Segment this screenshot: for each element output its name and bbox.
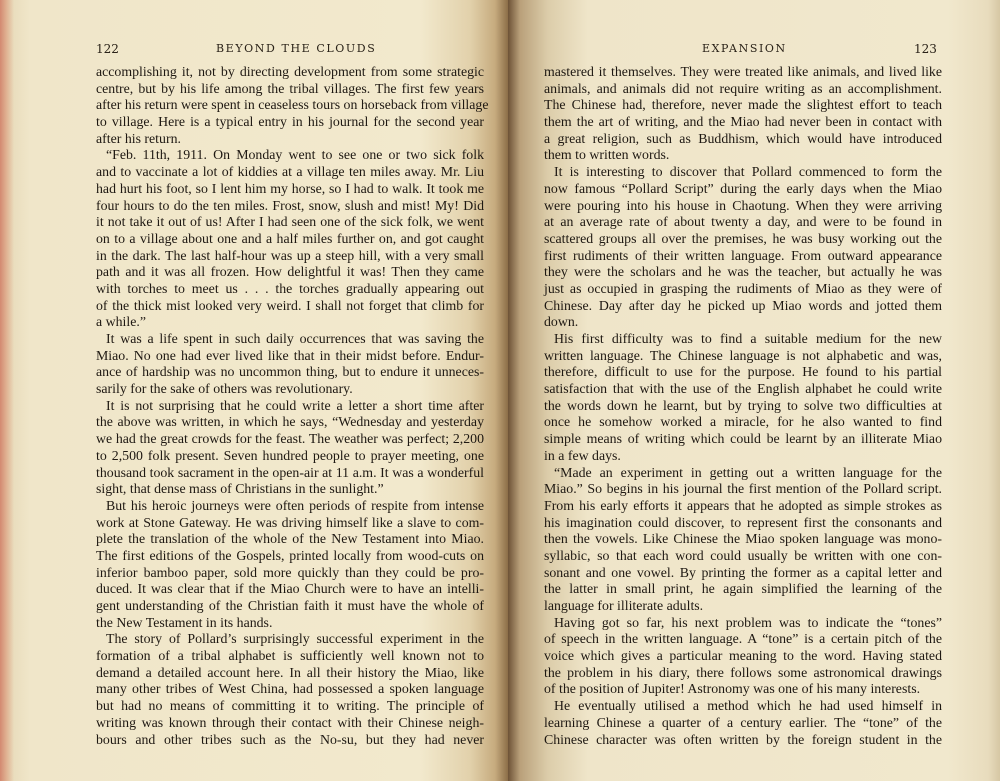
text-line: thousand took sacrament in the open-air at 11 a.m. It was a wonderful [96,464,484,480]
text-line: to village. Here is a typical entry in his journal for the second year [96,114,484,130]
text-line: The story of Pollard’s surprisingly successful experiment in the [106,631,484,647]
text-line: to 2,500 folk present. Seven hundred people to prayer meeting, one [96,447,484,463]
text-line: gent understanding of the Christian faith it must have the whole of [96,598,484,613]
text-line: of the position of Jupiter! Astronomy was one of his many interests. [544,681,921,697]
paragraph [96,498,484,632]
paragraph [96,64,489,147]
left-running-head: BEYOND THE CLOUDS [216,42,377,55]
paragraph [96,631,484,748]
text-line: the words down he learnt, but by trying to solve two difficulties at [544,397,942,413]
text-line: sarily for the sake of others was revolutionary. [96,381,353,397]
text-line: of speech in the written language. A “tone” is a certain pitch of the [544,631,942,647]
text-line: simple means of writing which could be learnt by an illiterate Miao [544,431,942,447]
text-line: in the dark. The last half-hour was up a steep hill, with a very small [96,247,484,263]
text-line: had hurt his foot, so I lent him my horse, so I had to walk. It took me [96,180,484,196]
text-line: his imagination could discover, to represent first the consonants and [544,514,942,530]
paragraph [96,147,484,331]
text-line: voice which gives a particular meaning to the word. Having stated [544,648,942,664]
text-line: Miao. No one had ever lived like that in their midst before. Endur- [96,347,484,363]
paragraph [96,398,484,498]
right-page-number: 123 [914,42,937,56]
text-line: in a few days. [544,447,621,463]
text-line: accomplishing it, not by directing development from some strategic [96,64,484,79]
text-line: work at Stone Gateway. He was driving himself like a slave to com- [96,514,484,530]
text-line: “Feb. 11th, 1911. On Monday went to see one or two sick folk [106,147,484,163]
right-running-head: EXPANSION [702,42,787,55]
text-line: it not take it out of us! After I had seen one of the sick folk, we went [96,214,484,230]
text-line: once he somehow worked a miracle, for he also wanted to find [544,414,942,430]
text-line: the problem in his diary, there follows some astronomical drawings [544,664,942,680]
text-line: at an average rate of about twenty a day, and were to be found in [544,214,942,230]
text-line: after his return. [96,130,181,146]
text-line: plete the translation of the whole of the New Testament into Miao. [96,531,484,547]
paragraph [544,698,942,748]
text-line: on to a village about one and a half miles further on, and got caught [96,230,484,246]
text-line: now famous “Pollard Script” during the early days when the Miao [544,180,942,196]
text-line: therefore, difficult to use for the purpose. He found to his partial [544,364,942,380]
text-line: formation of a tribal alphabet is sufficiently well known not to [96,648,484,664]
paragraph [544,164,942,331]
text-line: a while.” [96,314,146,330]
text-line: many other tribes of West China, had possessed a spoken language [96,681,484,697]
text-line: The first editions of the Gospels, printed locally from wood-cuts on [96,547,484,563]
text-line: Having got so far, his next problem was to indicate the “tones” [554,614,942,630]
text-line: It is interesting to discover that Pollard commenced to form the [554,164,942,180]
text-line: the latter in small print, he again simplified the learning of the [544,581,942,597]
text-line: we had the great crowds for the feast. The weather was perfect; 2,200 [96,431,484,447]
text-line: were pouring into his house in Chaotung. When they were arriving [544,197,942,213]
text-line: with torches to meet us . . . the torches gradually appearing out [96,280,484,296]
text-line: centre, but by his life among the tribal villages. The first few years [96,80,484,96]
text-line: His first difficulty was to find a suitable medium for the new [554,331,942,346]
text-line: writing was known through their contact with their Chinese neigh- [96,714,484,730]
text-line: learning Chinese a quarter of a century earlier. The “tone” of the [544,714,942,730]
text-line: but had no means of committing it to writing. The principle of [96,698,484,714]
text-line: It is not surprising that he could write a letter a short time after [106,397,484,413]
text-line: just as occupied in grasping the rudiments of Miao as they were of [544,280,942,296]
text-line: bours and other tribes such as the No-su, but they had never [96,731,484,747]
text-line: Chinese. Day after day he picked up Miao words and jotted them [544,297,942,313]
right-body-text [544,64,942,748]
text-line: demand a detailed account here. In all their history the Miao, like [96,664,484,680]
paragraph [96,331,484,398]
text-line: animals, and animals did not require writing as an accomplishment. [544,80,942,96]
text-line: them the art of writing, and the Miao had never been in contact with [544,114,942,130]
text-line: Chinese character was often written by the foreign student in the [544,731,942,747]
text-line: It was a life spent in such daily occurrences that was saving the [106,331,484,346]
text-line: they were the scholars and he was the teacher, but actually he was [544,264,942,280]
text-line: duced. It was clear that if the Miao Church were to have an intelli- [96,581,484,597]
text-line: and to vaccinate a lot of kiddies at a village ten miles away. Mr. Liu [96,164,484,180]
paragraph [544,64,942,164]
text-line: The Chinese had, therefore, never made the slightest effort to teach [544,97,942,113]
text-line: ance of hardship was no uncommon thing, but to endure it unneces- [96,364,484,380]
text-line: From his early efforts it appears that he adopted as simple strokes as [544,497,942,513]
text-line: syllabic, so that each word could usually be written with one con- [544,547,942,563]
text-line: a great religion, such as Buddhism, which would have introduced [544,130,942,146]
text-line: “Made an experiment in getting out a written language for the [554,464,942,480]
paragraph [544,615,942,698]
text-line: first rudiments of their written language. From outward appearance [544,247,942,263]
text-line: inferior bamboo paper, sold more quickly than they could be pro- [96,564,484,580]
text-line: the above was written, in which he says, “Wednesday and yesterday [96,414,484,430]
text-line: scattered groups all over the premises, he was busy working out the [544,230,942,246]
left-body-text [96,64,489,748]
paragraph [544,465,942,615]
text-line: after his return were spent in ceaseless tours on horseback from village [96,97,489,113]
text-line: satisfaction that with the use of the English alphabet he could write [544,381,942,397]
text-line: language for illiterate adults. [544,598,704,613]
text-line: the New Testament in its hands. [96,614,273,630]
text-line: He eventually utilised a method which he had used himself in [554,698,942,714]
text-line: then the vowels. Like Chinese the Miao spoken language was mono- [544,531,942,547]
text-line: path and it was all frozen. How delightful it was! Then they came [96,264,484,280]
paragraph [544,331,942,465]
text-line: sonant and one vowel. By printing the former as a capital letter and [544,564,942,580]
text-line: mastered it themselves. They were treated like animals, and lived like [544,64,942,79]
text-line: But his heroic journeys were often periods of respite from intense [106,497,484,513]
left-page-number: 122 [96,42,119,56]
text-line: them to written words. [544,147,670,163]
text-line: sight, that dense mass of Christians in the sunlight.” [96,481,384,497]
right-page [508,0,1000,781]
text-line: written language. The Chinese language is not alphabetic and was, [544,347,942,363]
text-line: four hours to do the ten miles. Frost, snow, slush and mist! My! Did [96,197,484,213]
text-line: of the thick mist looked very weird. I shall not forget that climb for [96,297,484,313]
text-line: Miao.” So begins in his journal the first mention of the Pollard script. [544,481,942,497]
text-line: down. [544,314,579,330]
